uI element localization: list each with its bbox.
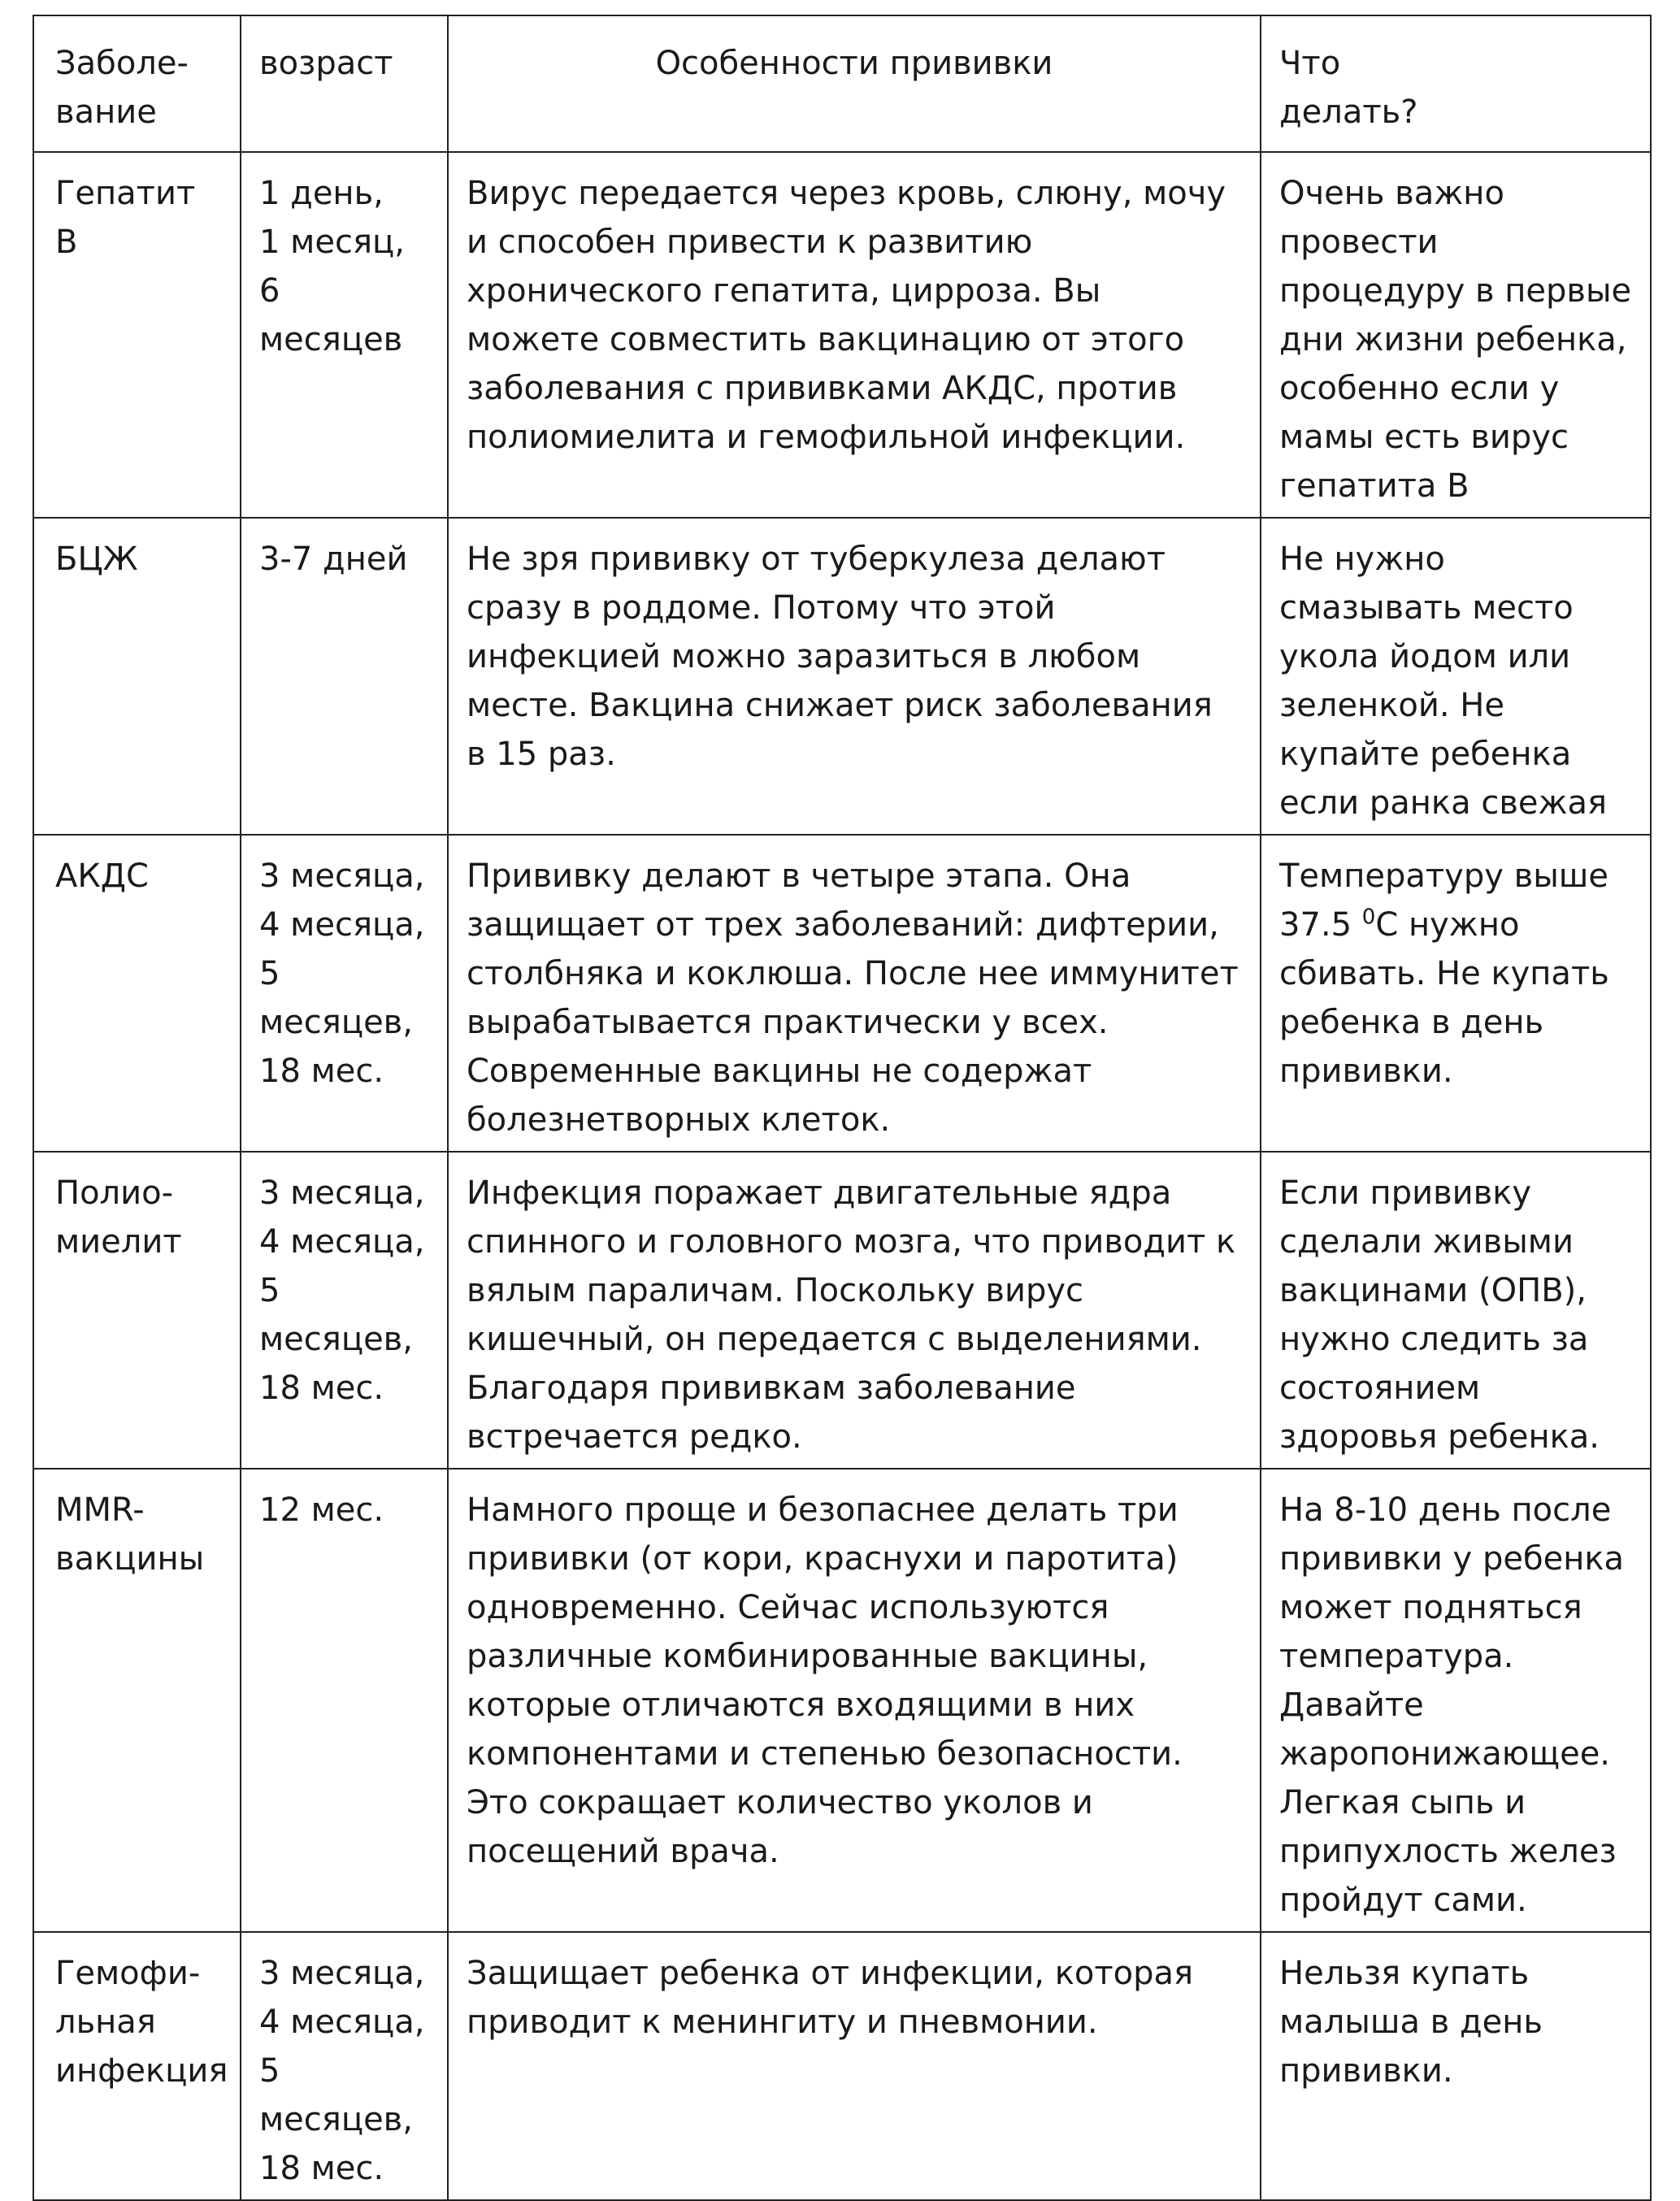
cell-age: 3 месяца, 4 месяца, 5 месяцев, 18 мес. xyxy=(241,1152,448,1469)
table-row xyxy=(33,835,1651,1152)
cell-todo xyxy=(1261,835,1651,1152)
header-age: возраст xyxy=(241,15,448,152)
cell-features: Инфекция поражает двигательные ядра спинного и головного мозга, что приводит к вялым параличам. Поскольку вирус кишечный, он передается с выделениями. Благодаря прививкам заболевание встречается редко. xyxy=(448,1152,1261,1469)
cell-todo: Нельзя купать малыша в день прививки. xyxy=(1261,1932,1651,2200)
cell-features: Вирус передается через кровь, слюну, мочу и способен привести к развитию хронического гепатита, цирроза. Вы можете совместить вакцинацию от этого заболевания с прививками АКДС, против полиомиелита и гемофильной инфекции. xyxy=(448,152,1261,518)
cell-todo: Если прививку сделали живыми вакцинами (ОПВ), нужно следить за состоянием здоровья ребенка. xyxy=(1261,1152,1651,1469)
cell-age: 1 день, 1 месяц, 6 месяцев xyxy=(241,152,448,518)
cell-todo: Очень важно провести процедуру в первые дни жизни ребенка, особенно если у мамы есть вирус гепатита В xyxy=(1261,152,1651,518)
cell-disease: MMR- вакцины xyxy=(33,1469,241,1932)
header-disease: Заболе- вание xyxy=(33,15,241,152)
cell-disease: АКДС xyxy=(33,835,241,1152)
cell-disease: Гепатит В xyxy=(33,152,241,518)
cell-features: Намного проще и безопаснее делать три прививки (от кори, краснухи и паротита) одновременно. Сейчас используются различные комбинированные вакцины, которые отличаются входящими в них компонентами и степенью безопасности. Это сокращает количество уколов и посещений врача. xyxy=(448,1469,1261,1932)
table-row xyxy=(33,518,1651,835)
table-row xyxy=(33,1469,1651,1932)
cell-age: 12 мес. xyxy=(241,1469,448,1932)
cell-disease: Полио- миелит xyxy=(33,1152,241,1469)
cell-age: 3-7 дней xyxy=(241,518,448,835)
table-row xyxy=(33,152,1651,518)
cell-features: Защищает ребенка от инфекции, которая приводит к менингиту и пневмонии. xyxy=(448,1932,1261,2200)
cell-disease: БЦЖ xyxy=(33,518,241,835)
cell-features: Не зря прививку от туберкулеза делают сразу в роддоме. Потому что этой инфекцией можно заразиться в любом месте. Вакцина снижает риск заболевания в 15 раз. xyxy=(448,518,1261,835)
cell-age: 3 месяца, 4 месяца, 5 месяцев, 18 мес. xyxy=(241,835,448,1152)
table-header-row xyxy=(33,15,1651,152)
cell-features: Прививку делают в четыре этапа. Она защищает от трех заболеваний: дифтерии, столбняка и коклюша. После нее иммунитет вырабатывается практически у всех. Современные вакцины не содержат болезнетворных клеток. xyxy=(448,835,1261,1152)
header-features: Особенности прививки xyxy=(448,15,1261,152)
todo-text-end: С нужно сбивать. Не купать ребенка в день прививки. xyxy=(1279,906,1609,1090)
todo-text-start: Температуру выше 37.5 xyxy=(1279,857,1608,944)
table-row xyxy=(33,1932,1651,2200)
vaccination-table-document xyxy=(33,15,1650,2187)
header-todo: Что делать? xyxy=(1261,15,1651,152)
cell-todo: На 8-10 день после прививки у ребенка может подняться температура. Давайте жаропонижающее. Легкая сыпь и припухлость желез пройдут сами. xyxy=(1261,1469,1651,1932)
degree-superscript: 0 xyxy=(1361,905,1376,930)
cell-todo: Не нужно смазывать место укола йодом или зеленкой. Не купайте ребенка если ранка свежая xyxy=(1261,518,1651,835)
table-row xyxy=(33,1152,1651,1469)
cell-age: 3 месяца, 4 месяца, 5 месяцев, 18 мес. xyxy=(241,1932,448,2200)
vaccination-table xyxy=(33,15,1652,2201)
cell-disease: Гемофи- льная инфекция xyxy=(33,1932,241,2200)
